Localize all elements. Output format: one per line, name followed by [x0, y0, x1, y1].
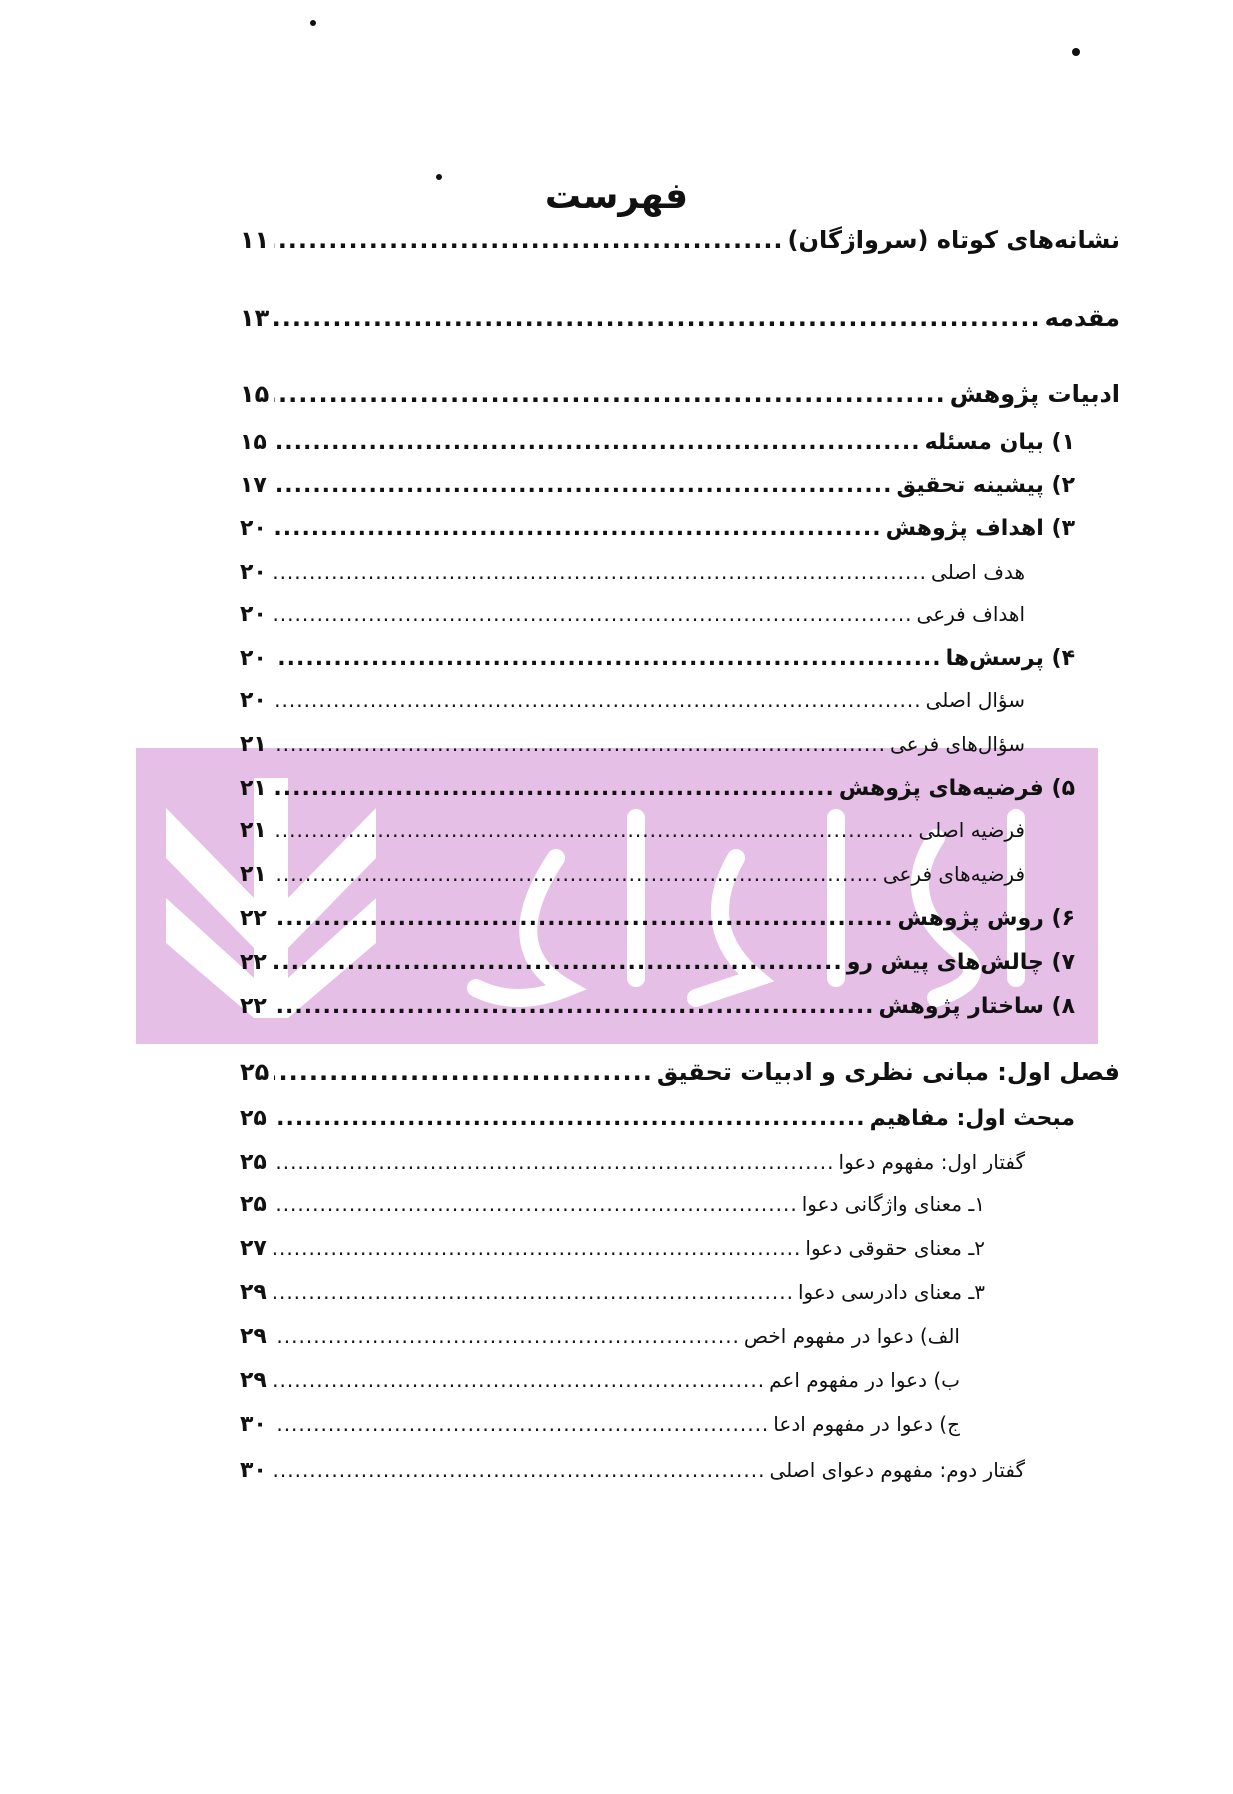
dot-leader [274, 304, 1041, 332]
dot-leader [274, 1236, 801, 1260]
toc-entry-title: فرضیه اصلی [918, 818, 1025, 842]
toc-entry-title: هدف اصلی [931, 560, 1025, 584]
dot-leader [274, 732, 886, 756]
toc-entry[interactable] [240, 1192, 985, 1217]
dot-leader [274, 1458, 765, 1482]
toc-entry-title: ۲) پیشینه تحقیق [896, 473, 1075, 498]
toc-entry[interactable] [240, 1236, 985, 1261]
toc-entry[interactable] [240, 776, 1075, 801]
toc-entry-page-number: ۲۰ [240, 688, 267, 713]
toc-entry-title: فصل اول: مبانی نظری و ادبیات تحقیق [656, 1058, 1120, 1086]
toc-entry-page-number: ۲۹ [240, 1324, 267, 1349]
toc-entry[interactable] [240, 380, 1120, 408]
toc-entry[interactable] [240, 950, 1075, 975]
toc-entry[interactable] [240, 430, 1075, 455]
dot-leader [274, 818, 914, 842]
toc-entry-page-number: ۳۰ [240, 1458, 267, 1483]
toc-entry-page-number: ۲۱ [240, 776, 267, 801]
dot-leader [274, 560, 927, 584]
dot-leader [274, 1412, 769, 1436]
dot-leader [274, 646, 942, 671]
toc-entry-title: ب) دعوا در مفهوم اعم [769, 1368, 960, 1392]
toc-entry-title: ادبیات پژوهش [949, 380, 1120, 408]
toc-entry[interactable] [240, 862, 1025, 887]
toc-entry[interactable] [240, 688, 1025, 713]
page-title: فهرست [544, 176, 689, 217]
toc-entry-title: ۴) پرسش‌ها [945, 646, 1075, 671]
toc-entry-title: ۵) فرضیه‌های پژوهش [838, 776, 1075, 801]
toc-entry-title: گفتار اول: مفهوم دعوا [838, 1150, 1025, 1174]
dot-leader [274, 776, 835, 801]
toc-entry[interactable] [240, 906, 1075, 931]
toc-entry-page-number: ۲۵ [240, 1106, 267, 1131]
toc-entry-page-number: ۳۰ [240, 1412, 267, 1437]
dot-leader [274, 1058, 653, 1086]
dot-leader [274, 994, 875, 1019]
toc-entry-page-number: ۲۹ [240, 1368, 267, 1393]
toc-entry-title: ۶) روش پژوهش [897, 906, 1075, 931]
toc-entry[interactable] [240, 1150, 1025, 1175]
toc-entry-title: ۱ـ معنای واژگانی دعوا [801, 1192, 985, 1216]
toc-entry-title: مقدمه [1044, 304, 1120, 332]
toc-entry[interactable] [240, 994, 1075, 1019]
toc-entry[interactable] [240, 304, 1120, 332]
toc-entry[interactable] [240, 818, 1025, 843]
toc-entry-title: سؤال اصلی [925, 688, 1025, 712]
toc-entry-title: ۲ـ معنای حقوقی دعوا [805, 1236, 985, 1260]
dot-leader [274, 1324, 740, 1348]
dot-leader [274, 380, 946, 408]
toc-entry-page-number: ۲۰ [240, 560, 267, 585]
table-of-contents [240, 0, 1120, 1600]
toc-entry[interactable] [240, 1368, 960, 1393]
toc-entry-title: ج) دعوا در مفهوم ادعا [773, 1412, 960, 1436]
toc-entry-title: نشانه‌های کوتاه (سرواژگان) [787, 226, 1120, 254]
toc-entry[interactable] [240, 1106, 1075, 1131]
toc-entry-page-number: ۱۳ [240, 304, 270, 332]
dot-leader [274, 1150, 835, 1174]
toc-entry[interactable] [240, 560, 1025, 585]
toc-entry-page-number: ۲۲ [240, 950, 267, 975]
toc-entry-page-number: ۲۰ [240, 516, 267, 541]
dot-leader [274, 1192, 798, 1216]
toc-entry-page-number: ۲۱ [240, 732, 267, 757]
toc-entry[interactable] [240, 516, 1075, 541]
toc-entry[interactable] [240, 226, 1120, 254]
dot-leader [274, 226, 784, 254]
dot-leader [274, 1368, 765, 1392]
toc-entry-title: ۱) بیان مسئله [924, 430, 1075, 455]
toc-entry-page-number: ۲۲ [240, 994, 267, 1019]
toc-entry-title: ۷) چالش‌های پیش رو [846, 950, 1075, 975]
toc-entry-title: ۳) اهداف پژوهش [885, 516, 1075, 541]
dot-leader [274, 862, 879, 886]
toc-entry-page-number: ۲۹ [240, 1280, 267, 1305]
toc-entry-page-number: ۲۵ [240, 1058, 270, 1086]
dot-leader [274, 516, 882, 541]
toc-entry-page-number: ۱۷ [240, 473, 267, 498]
toc-entry-page-number: ۲۱ [240, 818, 267, 843]
dot-leader [274, 602, 913, 626]
toc-entry-title: مبحث اول: مفاهیم [869, 1106, 1075, 1131]
toc-entry-page-number: ۱۵ [240, 380, 270, 408]
dot-leader [274, 1106, 866, 1131]
toc-entry-page-number: ۲۰ [240, 602, 267, 627]
toc-entry-page-number: ۲۵ [240, 1150, 267, 1175]
toc-entry[interactable] [240, 1412, 960, 1437]
toc-entry-page-number: ۲۰ [240, 646, 267, 671]
dot-leader [274, 430, 921, 455]
dot-leader [274, 950, 843, 975]
toc-entry[interactable] [240, 1458, 1025, 1483]
toc-entry[interactable] [240, 1058, 1120, 1086]
toc-entry[interactable] [240, 1324, 960, 1349]
dot-leader [274, 688, 922, 712]
toc-entry-title: ۸) ساختار پژوهش [878, 994, 1075, 1019]
toc-entry-title: سؤال‌های فرعی [889, 732, 1025, 756]
toc-entry-page-number: ۲۷ [240, 1236, 267, 1261]
dot-leader [274, 906, 894, 931]
toc-entry-title: گفتار دوم: مفهوم دعوای اصلی [769, 1458, 1025, 1482]
toc-entry-title: فرضیه‌های فرعی [882, 862, 1025, 886]
toc-entry-page-number: ۱۱ [240, 226, 270, 254]
toc-entry-title: ۳ـ معنای دادرسی دعوا [797, 1280, 985, 1304]
toc-entry-page-number: ۲۱ [240, 862, 267, 887]
toc-entry-page-number: ۲۲ [240, 906, 267, 931]
toc-entry[interactable] [240, 473, 1075, 498]
toc-entry[interactable] [240, 602, 1025, 627]
toc-entry-page-number: ۱۵ [240, 430, 267, 455]
dot-leader [274, 1280, 794, 1304]
toc-entry[interactable] [240, 732, 1025, 757]
toc-entry[interactable] [240, 646, 1075, 671]
toc-entry-title: الف) دعوا در مفهوم اخص [743, 1324, 960, 1348]
toc-entry[interactable] [240, 1280, 985, 1305]
toc-entry-page-number: ۲۵ [240, 1192, 267, 1217]
toc-entry-title: اهداف فرعی [916, 602, 1025, 626]
dot-leader [274, 473, 892, 498]
